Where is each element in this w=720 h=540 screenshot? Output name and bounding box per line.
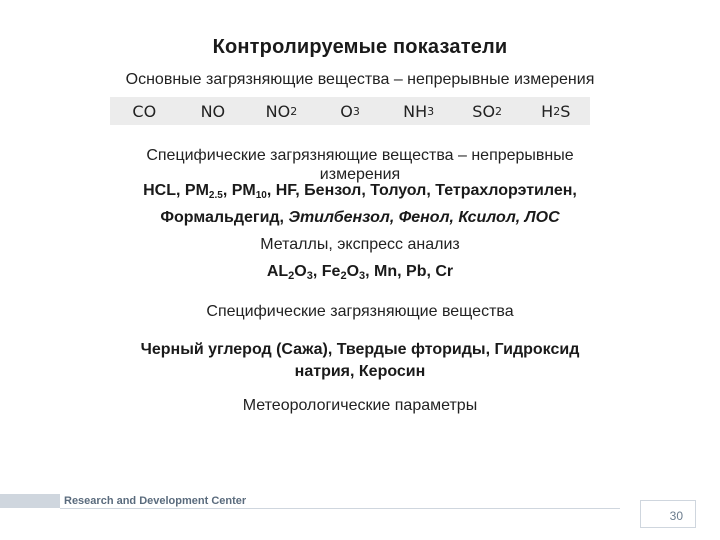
specific-line1: Черный углерод (Сажа), Твердые фториды, Гидроксид — [140, 341, 580, 358]
metals-list: $AL_2O_3$, $Fe_2O_3$, Mn, Pb, Cr — [266, 263, 454, 282]
continuous-heading: Основные загрязняющие вещества – непрерывные измерения — [125, 71, 595, 88]
gas-cell-co: CO — [132, 101, 157, 121]
metals-heading: Металлы, экспресс анализ — [260, 236, 460, 253]
specific-continuous-heading — [0, 146, 720, 184]
footer-org-name: Research and Development Center — [64, 495, 247, 507]
specific-list — [0, 339, 720, 383]
specific-line2: натрия, Керосин — [294, 363, 426, 380]
specific-continuous-heading-line2: измерения — [319, 166, 401, 183]
gas-cell-so2: SO 2 — [472, 101, 503, 121]
specific-continuous-line1: HCL, $PM_{2.5}$, $PM_{10}$, HF, Бензол, Толуол, Тетрахлорэтилен, — [143, 182, 577, 201]
gas-cell-no: NO — [200, 101, 226, 121]
specific-continuous-list — [0, 180, 720, 229]
gas-cell-o3: O 3 — [340, 101, 360, 121]
gas-table — [110, 97, 590, 125]
gas-cell-h2s: H 2 S — [541, 101, 571, 121]
gas-cell-nh3: NH 3 — [403, 101, 435, 121]
specific-continuous-line2: Формальдегид, Этилбензол, Фенол, Ксилол, ЛОС — [160, 209, 560, 226]
specific-heading: Специфические загрязняющие вещества — [206, 303, 514, 320]
page-title: Контролируемые показатели — [212, 36, 508, 58]
gas-cell-no2: NO 2 — [265, 101, 298, 121]
footer-divider — [60, 508, 620, 509]
footer-accent-bar — [0, 494, 60, 508]
page-number: 30 — [640, 500, 696, 528]
specific-continuous-heading-line1: Специфические загрязняющие вещества – непрерывные — [146, 147, 574, 164]
meteo-heading: Метеорологические параметры — [242, 397, 478, 414]
